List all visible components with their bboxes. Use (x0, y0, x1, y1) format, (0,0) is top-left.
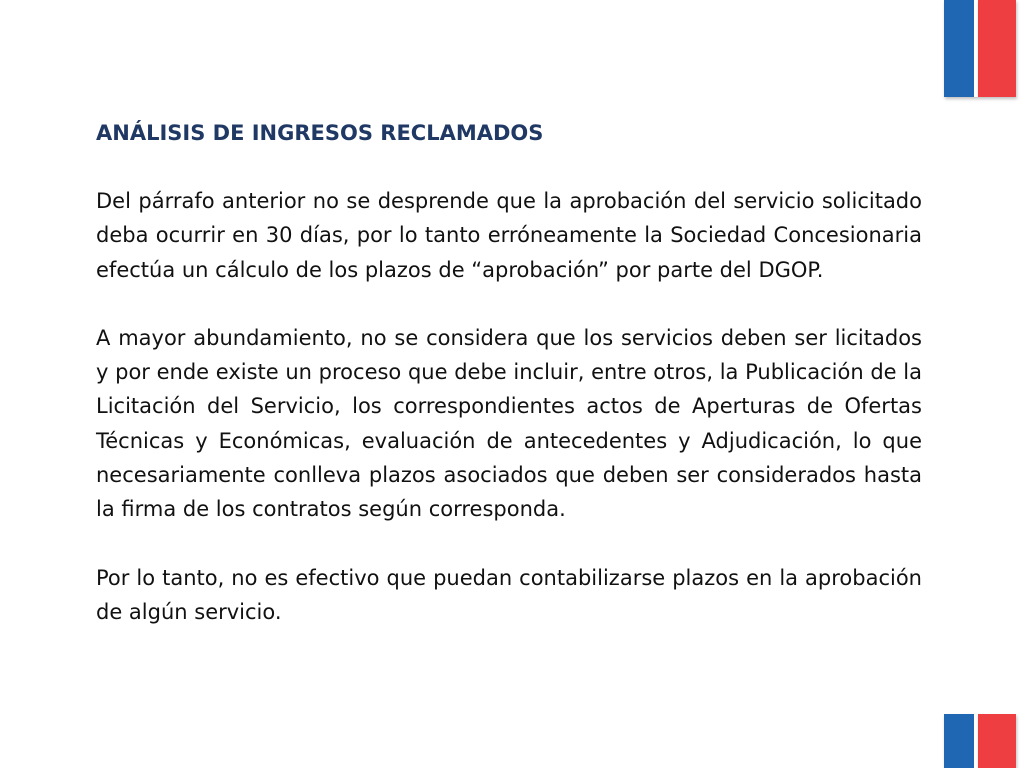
paragraph-2: A mayor abundamiento, no se considera que los servicios deben ser licitados y por ende existe un proceso que debe incluir, entre otros, la Publicación de la Licitación del Servicio, los correspondientes actos de Aperturas de Ofertas Técnicas y Económicas, evaluación de antecedentes y Adjudicación, lo que necesariamente conlleva plazos asociados que deben ser considerados hasta la firma de los contratos según corresponda. (96, 325, 922, 522)
blue-bar (944, 0, 978, 97)
paragraph-1: Del párrafo anterior no se desprende que la aprobación del servicio solicitado deba ocurrir en 30 días, por lo tanto erróneamente la Sociedad Concesionaria efectúa un cálculo de los plazos de “aprobación” por parte del DGOP. (96, 189, 922, 282)
blue-bar (944, 714, 978, 768)
red-bar (978, 0, 1016, 97)
slide-title: ANÁLISIS DE INGRESOS RECLAMADOS (96, 121, 544, 145)
slide-content (96, 116, 922, 629)
flag-decoration-bottom (944, 714, 1016, 768)
red-bar (978, 714, 1016, 768)
paragraph-3: Por lo tanto, no es efectivo que puedan contabilizarse plazos en la aprobación de algún servicio. (96, 565, 922, 624)
flag-decoration-top (944, 0, 1016, 97)
